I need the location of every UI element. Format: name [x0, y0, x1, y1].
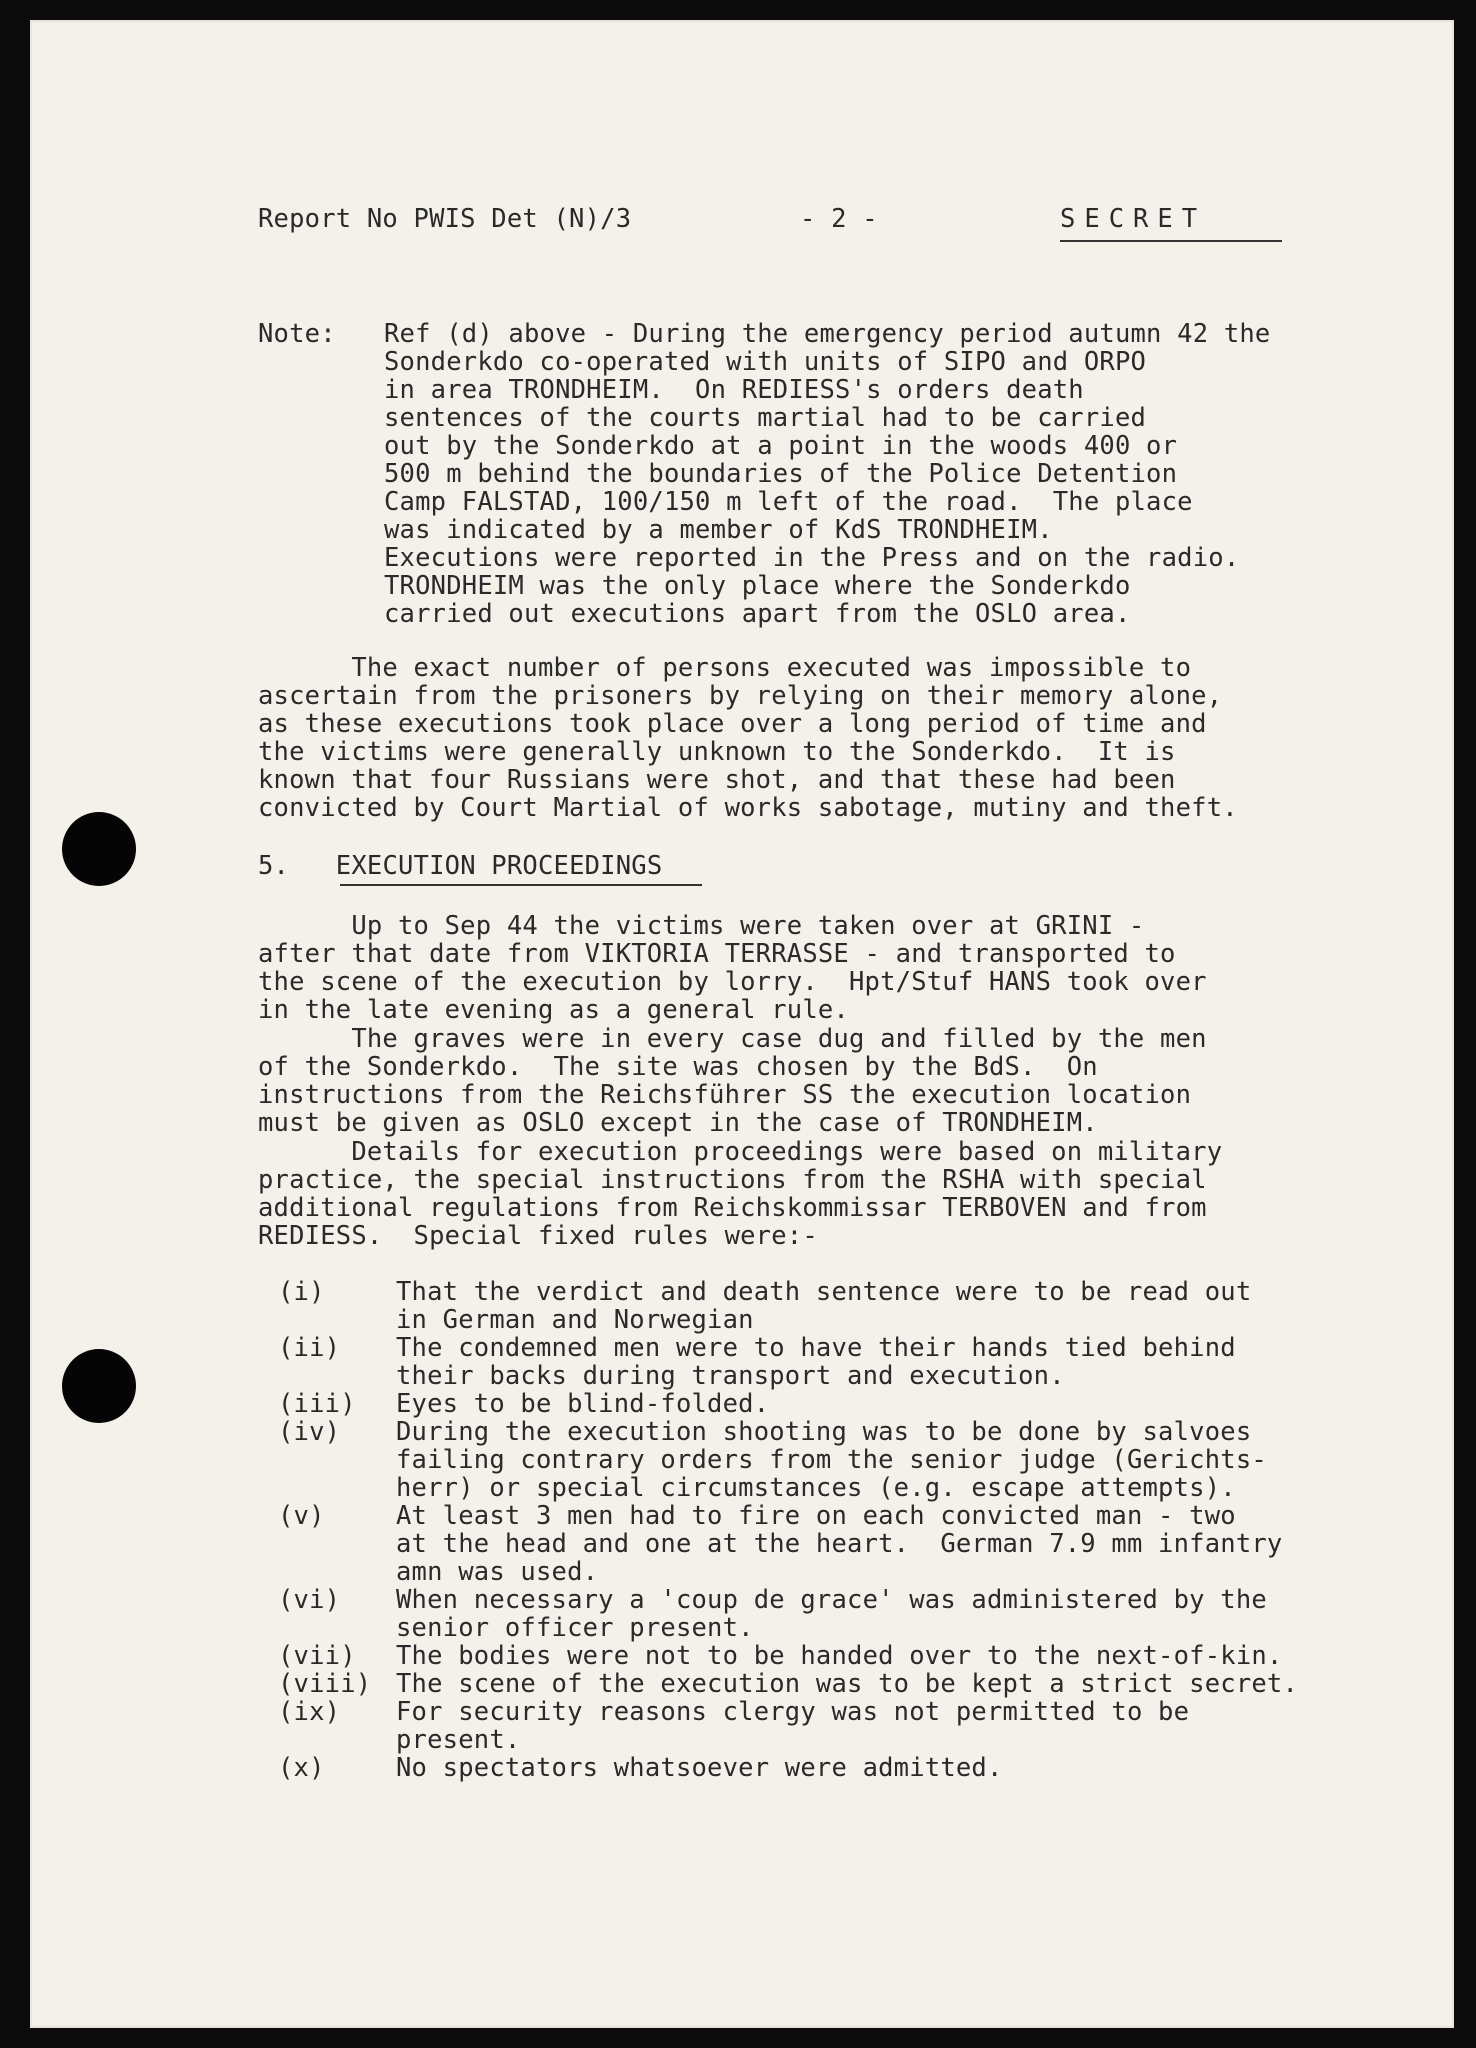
classification-underline: [1060, 240, 1282, 242]
page-number: - 2 -: [800, 204, 878, 234]
rule-text: At least 3 men had to fire on each convicted man - two at the head and one at the heart. German 7.9 mm infantry amn was used.: [396, 1501, 1283, 1587]
rule-item: [278, 1698, 1378, 1754]
rule-number: (ii): [278, 1333, 341, 1363]
rule-text: That the verdict and death sentence were to be read out in German and Norwegian: [396, 1277, 1252, 1335]
paragraph-victims-transport: Up to Sep 44 the victims were taken over at GRINI - after that date from VIKTORIA TERRASSE - and transported to the scene of the execution by lorry. Hpt/Stuf HANS took over in the late evening as a general rule.: [258, 911, 1207, 1025]
rule-number: (vii): [278, 1641, 356, 1671]
rule-number: (x): [278, 1753, 325, 1783]
rule-number: (v): [278, 1501, 325, 1531]
note-text: Ref (d) above - During the emergency period autumn 42 the Sonderkdo co-operated with units of SIPO and ORPO in area TRONDHEIM. On REDIESS's orders death sentences of the courts martial had to be carried out by the Sonderkdo at a point in the woods 400 or 500 m behind the boundaries of the Police Detention Camp FALSTAD, 100/150 m left of the road. The place was indicated by a member of KdS TRONDHEIM. Executions were reported in the Press and on the radio. TRONDHEIM was the only place where the Sonderkdo carried out executions apart from the OSLO area.: [384, 319, 1271, 629]
rule-number: (vi): [278, 1585, 341, 1615]
rule-text: No spectators whatsoever were admitted.: [396, 1753, 1003, 1783]
rule-item: [278, 1417, 1378, 1503]
rule-item: [278, 1278, 1378, 1334]
rule-item: [278, 1754, 1378, 1810]
punch-hole-bottom: [62, 1349, 136, 1423]
section-heading: [258, 852, 662, 880]
report-number: Report No PWIS Det (N)/3: [258, 204, 632, 234]
paragraph-details: Details for execution proceedings were based on military practice, the special instructions from the RSHA with special additional regulations from Reichskommissar TERBOVEN and from REDIESS. Special fixed rules were:-: [258, 1137, 1223, 1251]
rule-text: The bodies were not to be handed over to the next-of-kin.: [396, 1641, 1283, 1671]
classification-mark: SECRET: [1060, 204, 1207, 234]
rule-item: [278, 1586, 1378, 1642]
rule-text: The condemned men were to have their hands tied behind their backs during transport and execution.: [396, 1333, 1236, 1391]
rule-text: Eyes to be blind-folded.: [396, 1389, 770, 1419]
rule-number: (iv): [278, 1417, 341, 1447]
section-title: EXECUTION PROCEEDINGS: [335, 851, 663, 881]
rule-item: [278, 1334, 1378, 1390]
paragraph-execution-count: The exact number of persons executed was impossible to ascertain from the prisoners by relying on their memory alone, as these executions took place over a long period of time and the victims were generally unknown to the Sonderkdo. It is known that four Russians were shot, and that these had been convicted by Court Martial of works sabotage, mutiny and theft.: [258, 653, 1238, 823]
rule-text: When necessary a 'coup de grace' was administered by the senior officer present.: [396, 1585, 1267, 1643]
section-underline: [340, 884, 702, 886]
rule-number: (viii): [278, 1669, 372, 1699]
rule-number: (ix): [278, 1697, 341, 1727]
rule-number: (iii): [278, 1389, 356, 1419]
note-label: Note:: [258, 319, 336, 349]
rule-text: For security reasons clergy was not permitted to be present.: [396, 1697, 1190, 1755]
rule-text: The scene of the execution was to be kept a strict secret.: [396, 1669, 1299, 1699]
section-number: 5.: [258, 851, 290, 881]
rule-item: [278, 1501, 1378, 1587]
rule-text: During the execution shooting was to be done by salvoes failing contrary orders from the senior judge (Gerichts- herr) or special circumstances (e.g. escape attempts).: [396, 1417, 1267, 1503]
punch-hole-top: [62, 812, 136, 886]
rule-number: (i): [278, 1277, 325, 1307]
paragraph-graves: The graves were in every case dug and filled by the men of the Sonderkdo. The site was chosen by the BdS. On instructions from the Reichsführer SS the execution location must be given as OSLO except in the case of TRONDHEIM.: [258, 1024, 1207, 1138]
